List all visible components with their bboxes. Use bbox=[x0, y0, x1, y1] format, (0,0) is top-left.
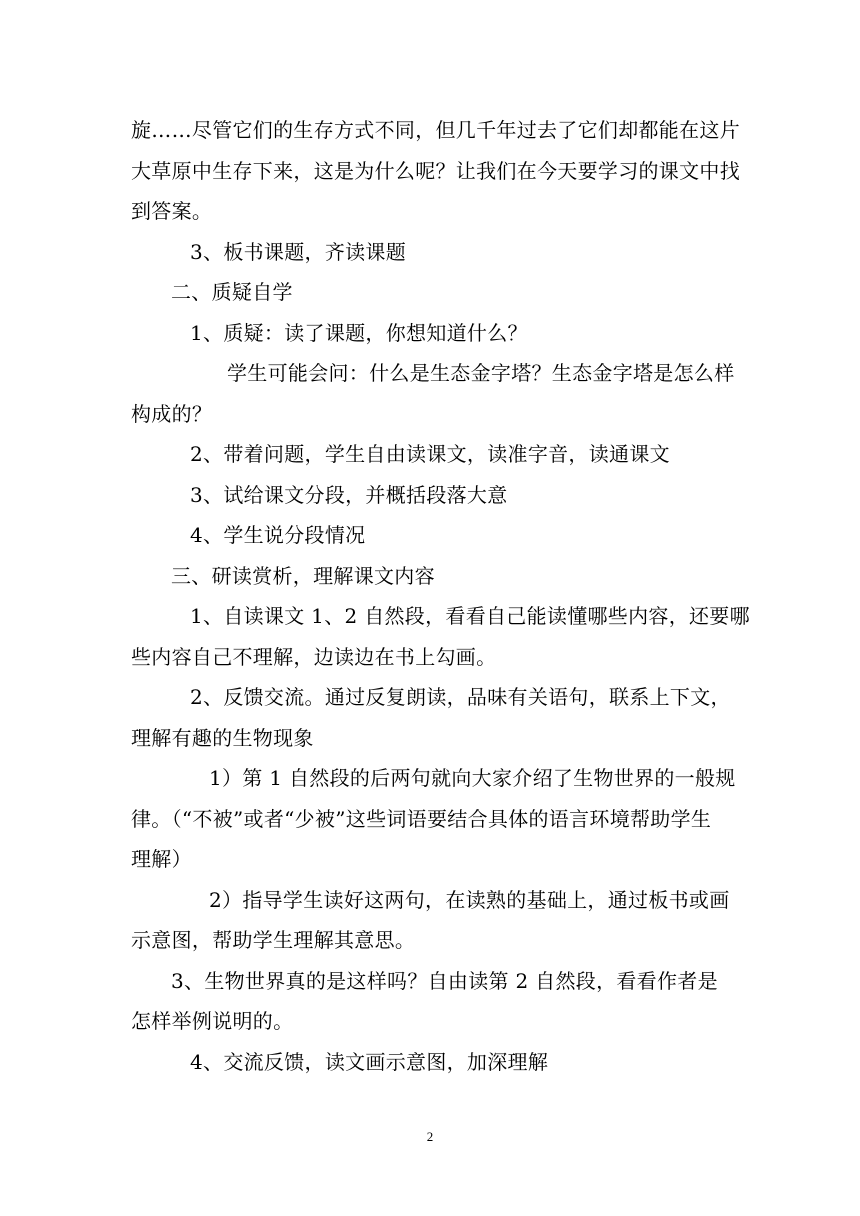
text-line: 律。（“不被”或者“少被”这些词语要结合具体的语言环境帮助学生 bbox=[131, 806, 712, 831]
text-line: 学生可能会问：什么是生态金字塔？生态金字塔是怎么样 bbox=[227, 361, 735, 385]
step-heading: 4、交流反馈，读文画示意图，加深理解 bbox=[190, 1049, 549, 1074]
text-line: 理解） bbox=[131, 847, 192, 871]
step-heading: 1、质疑：读了课题，你想知道什么？ bbox=[190, 320, 528, 345]
page-number: 2 bbox=[426, 1129, 434, 1144]
text-line: 构成的？ bbox=[131, 401, 213, 426]
sub-step: 1）第 1 自然段的后两句就向大家介绍了生物世界的一般规 bbox=[209, 766, 736, 790]
step-heading: 3、生物世界真的是这样吗？自由读第 2 自然段，看看作者是 bbox=[171, 968, 718, 993]
text-line: 到答案。 bbox=[131, 199, 213, 223]
step-heading: 1、自读课文 1、2 自然段，看看自己能读懂哪些内容，还要哪 bbox=[190, 604, 750, 628]
text-line: 些内容自己不理解，边读边在书上勾画。 bbox=[131, 644, 497, 669]
section-heading: 三、研读赏析，理解课文内容 bbox=[171, 563, 435, 588]
text-line: 示意图，帮助学生理解其意思。 bbox=[131, 928, 416, 952]
step-heading: 2、反馈交流。通过反复朗读，品味有关语句，联系上下文， bbox=[190, 685, 731, 709]
text-line: 怎样举例说明的。 bbox=[131, 1009, 294, 1033]
step-heading: 3、试给课文分段，并概括段落大意 bbox=[190, 482, 508, 507]
text-line: 理解有趣的生物现象 bbox=[131, 725, 314, 750]
step-heading: 4、学生说分段情况 bbox=[190, 523, 366, 547]
document-body bbox=[131, 110, 750, 1082]
section-heading: 二、质疑自学 bbox=[171, 280, 293, 304]
step-heading: 2、带着问题，学生自由读课文，读准字音，读通课文 bbox=[190, 442, 670, 466]
sub-step: 2）指导学生读好这两句，在读熟的基础上，通过板书或画 bbox=[209, 887, 730, 912]
text-line: 旋……尽管它们的生存方式不同，但几千年过去了它们却都能在这片 bbox=[131, 118, 740, 142]
step-heading: 3、板书课题，齐读课题 bbox=[190, 239, 407, 264]
text-line: 大草原中生存下来，这是为什么呢？让我们在今天要学习的课文中找 bbox=[131, 158, 740, 183]
